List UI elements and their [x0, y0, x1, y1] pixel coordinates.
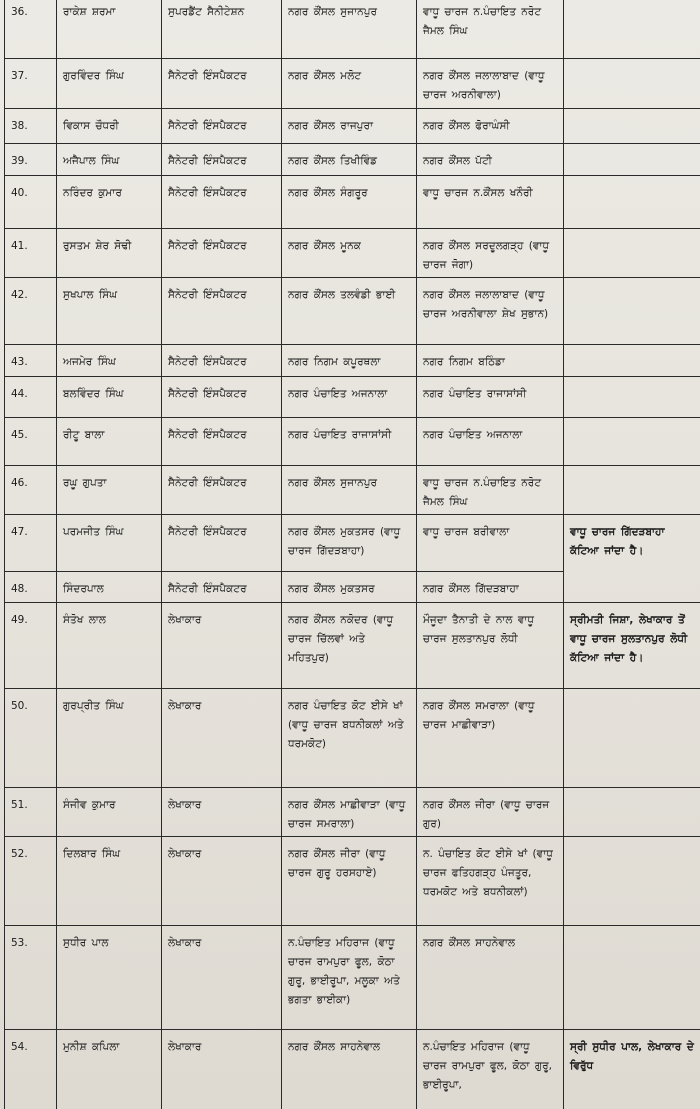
table-row [5, 0, 700, 59]
remarks: ਵਾਧੂ ਚਾਰਜ ਗਿੱਦੜਬਾਹਾ ਕੱਟਿਆ ਜਾਂਦਾ ਹੈ। [564, 515, 700, 603]
employee-name: ਸੁਧੀਰ ਪਾਲ [57, 926, 162, 1030]
serial-number: 48. [5, 572, 57, 603]
serial-number: 38. [5, 109, 57, 144]
remarks [564, 176, 700, 229]
new-posting: ਵਾਧੂ ਚਾਰਜ ਨ.ਪੰਚਾਇਤ ਨਰੋਟ ਜੈਮਲ ਸਿੰਘ [417, 0, 564, 59]
designation: ਲੇਖਾਕਾਰ [162, 926, 282, 1030]
designation: ਲੇਖਾਕਾਰ [162, 603, 282, 689]
designation: ਸੈਨੇਟਰੀ ਇੰਸਪੈਕਟਰ [162, 515, 282, 572]
serial-number: 49. [5, 603, 57, 689]
remarks [564, 788, 700, 837]
employee-name: ਸੰਜੀਵ ਕੁਮਾਰ [57, 788, 162, 837]
current-posting: ਨਗਰ ਕੌਂਸਲ ਸਾਹਨੇਵਾਲ [282, 1030, 417, 1109]
table-row [5, 59, 700, 109]
current-posting: ਨਗਰ ਕੌਂਸਲ ਮੁਕਤਸਰ (ਵਾਧੂ ਚਾਰਜ ਗਿੱਦੜਬਾਹਾ) [282, 515, 417, 572]
remarks [564, 109, 700, 144]
current-posting: ਨਗਰ ਪੰਚਾਇਤ ਰਾਜਾਸਾਂਸੀ [282, 418, 417, 466]
table-row [5, 176, 700, 229]
current-posting: ਨਗਰ ਨਿਗਮ ਕਪੂਰਥਲਾ [282, 345, 417, 377]
current-posting: ਨਗਰ ਕੌਂਸਲ ਮਲੋਟ [282, 59, 417, 109]
employee-name: ਸੰਤੋਖ ਲਾਲ [57, 603, 162, 689]
designation: ਲੇਖਾਕਾਰ [162, 837, 282, 926]
designation: ਸੈਨੇਟਰੀ ਇੰਸਪੈਕਟਰ [162, 377, 282, 418]
designation: ਸੈਨੇਟਰੀ ਇੰਸਪੈਕਟਰ [162, 466, 282, 515]
employee-name: ਮੁਨੀਸ਼ ਕਪਿਲਾ [57, 1030, 162, 1109]
remarks [564, 345, 700, 377]
employee-name: ਰਾਕੇਸ਼ ਸ਼ਰਮਾ [57, 0, 162, 59]
current-posting: ਨਗਰ ਕੌਂਸਲ ਤਲਵੰਡੀ ਭਾਈ [282, 278, 417, 345]
current-posting: ਨਗਰ ਕੌਂਸਲ ਮਾਛੀਵਾੜਾ (ਵਾਧੂ ਚਾਰਜ ਸਮਰਾਲਾ) [282, 788, 417, 837]
current-posting: ਨਗਰ ਕੌਂਸਲ ਸੰਗਰੂਰ [282, 176, 417, 229]
current-posting: ਨਗਰ ਪੰਚਾਇਤ ਅਜਨਾਲਾ [282, 377, 417, 418]
serial-number: 43. [5, 345, 57, 377]
new-posting: ਨਗਰ ਕੌਂਸਲ ਸਮਰਾਲਾ (ਵਾਧੂ ਚਾਰਜ ਮਾਛੀਵਾੜਾ) [417, 689, 564, 788]
new-posting: ਨਗਰ ਕੌਂਸਲ ਗਿੱਦੜਬਾਹਾ [417, 572, 564, 603]
remarks [564, 0, 700, 59]
table-row [5, 345, 700, 377]
new-posting: ਨਗਰ ਪੰਚਾਇਤ ਅਜਨਾਲਾ [417, 418, 564, 466]
serial-number: 50. [5, 689, 57, 788]
table-row [5, 109, 700, 144]
table-row [5, 689, 700, 788]
designation: ਸੈਨੇਟਰੀ ਇੰਸਪੈਕਟਰ [162, 144, 282, 176]
new-posting: ਵਾਧੂ ਚਾਰਜ ਨ.ਕੌਂਸਲ ਖਨੌਰੀ [417, 176, 564, 229]
remarks [564, 229, 700, 278]
current-posting: ਨਗਰ ਕੌਂਸਲ ਰਾਜਪੁਰਾ [282, 109, 417, 144]
table-row [5, 1030, 700, 1109]
current-posting: ਨਗਰ ਕੌਂਸਲ ਸੁਜਾਨਪੁਰ [282, 0, 417, 59]
serial-number: 46. [5, 466, 57, 515]
designation: ਸੁਪਰਡੈਂਟ ਸੈਨੀਟੇਸ਼ਨ [162, 0, 282, 59]
new-posting: ਨ. ਪੰਚਾਇਤ ਕੋਟ ਈਸੇ ਖਾਂ (ਵਾਧੂ ਚਾਰਜ ਫਤਿਹਗੜ੍ਹ ਪੰਜਤੂਰ, ਧਰਮਕੋਟ ਅਤੇ ਬਧਨੀਕਲਾਂ) [417, 837, 564, 926]
new-posting: ਨਗਰ ਕੌਂਸਲ ਜਲਾਲਾਬਾਦ (ਵਾਧੂ ਚਾਰਜ ਅਰਨੀਵਾਲਾ) [417, 59, 564, 109]
employee-name: ਰੁਸਤਮ ਸ਼ੇਰ ਸੋਢੀ [57, 229, 162, 278]
designation: ਲੇਖਾਕਾਰ [162, 788, 282, 837]
table-row [5, 603, 700, 689]
table-row [5, 788, 700, 837]
new-posting: ਨਗਰ ਕੌਂਸਲ ਜੀਰਾ (ਵਾਧੂ ਚਾਰਜ ਗੁਰ) [417, 788, 564, 837]
table-row [5, 278, 700, 345]
designation: ਸੈਨੇਟਰੀ ਇੰਸਪੈਕਟਰ [162, 418, 282, 466]
current-posting: ਨ.ਪੰਚਾਇਤ ਮਹਿਰਾਜ (ਵਾਧੂ ਚਾਰਜ ਰਾਮਪੁਰਾ ਫੂਲ, ਕੋਠਾ ਗੁਰੂ, ਭਾਈਰੂਪਾ, ਮਲੂਕਾ ਅਤੇ ਭਗਤਾ ਭਾਈਕਾ) [282, 926, 417, 1030]
current-posting: ਨਗਰ ਕੌਂਸਲ ਜੀਰਾ (ਵਾਧੂ ਚਾਰਜ ਗੁਰੂ ਹਰਸਹਾਏ) [282, 837, 417, 926]
serial-number: 40. [5, 176, 57, 229]
remarks [564, 59, 700, 109]
employee-name: ਦਿਲਬਾਰ ਸਿੰਘ [57, 837, 162, 926]
employee-name: ਨਰਿੰਦਰ ਕੁਮਾਰ [57, 176, 162, 229]
serial-number: 41. [5, 229, 57, 278]
serial-number: 52. [5, 837, 57, 926]
designation: ਲੇਖਾਕਾਰ [162, 1030, 282, 1109]
serial-number: 42. [5, 278, 57, 345]
serial-number: 51. [5, 788, 57, 837]
table-row [5, 418, 700, 466]
employee-name: ਸਿੰਦਰਪਾਲ [57, 572, 162, 603]
employee-name: ਗੁਰਵਿੰਦਰ ਸਿੰਘ [57, 59, 162, 109]
remarks [564, 689, 700, 788]
new-posting: ਨਗਰ ਕੌਂਸਲ ਸਾਹਨੇਵਾਲ [417, 926, 564, 1030]
remarks [564, 144, 700, 176]
designation: ਸੈਨੇਟਰੀ ਇੰਸਪੈਕਟਰ [162, 278, 282, 345]
new-posting: ਮੌਜੂਦਾ ਤੈਨਾਤੀ ਦੇ ਨਾਲ ਵਾਧੂ ਚਾਰਜ ਸੁਲਤਾਨਪੁਰ ਲੋਧੀ [417, 603, 564, 689]
serial-number: 39. [5, 144, 57, 176]
remarks [564, 278, 700, 345]
remarks: ਸ੍ਰੀਮਤੀ ਜਿਸ਼ਾ, ਲੇਖਾਕਾਰ ਤੋਂ ਵਾਧੂ ਚਾਰਜ ਸੁਲਤਾਨਪੁਰ ਲੋਧੀ ਕੱਟਿਆ ਜਾਂਦਾ ਹੈ। [564, 603, 700, 689]
current-posting: ਨਗਰ ਕੌਂਸਲ ਮੁਕਤਸਰ [282, 572, 417, 603]
table-row [5, 837, 700, 926]
remarks [564, 466, 700, 515]
table-row [5, 144, 700, 176]
designation: ਸੈਨੇਟਰੀ ਇੰਸਪੈਕਟਰ [162, 109, 282, 144]
serial-number: 37. [5, 59, 57, 109]
serial-number: 45. [5, 418, 57, 466]
new-posting: ਵਾਧੂ ਚਾਰਜ ਬਰੀਵਾਲਾ [417, 515, 564, 572]
employee-name: ਅਜੈਪਾਲ ਸਿੰਘ [57, 144, 162, 176]
table-row [5, 377, 700, 418]
remarks [564, 926, 700, 1030]
serial-number: 47. [5, 515, 57, 572]
new-posting: ਨਗਰ ਕੌਂਸਲ ਜਲਾਲਾਬਾਦ (ਵਾਧੂ ਚਾਰਜ ਅਰਨੀਵਾਲਾ ਸ਼ੇਖ ਸੁਭਾਨ) [417, 278, 564, 345]
employee-name: ਰੀਟੂ ਬਾਲਾ [57, 418, 162, 466]
serial-number: 36. [5, 0, 57, 59]
table-row [5, 515, 700, 572]
table-row [5, 229, 700, 278]
employee-name: ਗੁਰਪ੍ਰੀਤ ਸਿੰਘ [57, 689, 162, 788]
new-posting: ਨ.ਪੰਚਾਇਤ ਮਹਿਰਾਜ (ਵਾਧੂ ਚਾਰਜ ਰਾਮਪੁਰਾ ਫੂਲ, ਕੋਠਾ ਗੁਰੂ, ਭਾਈਰੂਪਾ, [417, 1030, 564, 1109]
designation: ਸੈਨੇਟਰੀ ਇੰਸਪੈਕਟਰ [162, 59, 282, 109]
serial-number: 44. [5, 377, 57, 418]
designation: ਸੈਨੇਟਰੀ ਇੰਸਪੈਕਟਰ [162, 229, 282, 278]
new-posting: ਨਗਰ ਕੌਂਸਲ ਪੱਟੀ [417, 144, 564, 176]
employee-name: ਬਲਵਿੰਦਰ ਸਿੰਘ [57, 377, 162, 418]
employee-name: ਪਰਮਜੀਤ ਸਿੰਘ [57, 515, 162, 572]
employee-name: ਅਜਮੇਰ ਸਿੰਘ [57, 345, 162, 377]
new-posting: ਨਗਰ ਪੰਚਾਇਤ ਰਾਜਾਸਾਂਸੀ [417, 377, 564, 418]
new-posting: ਨਗਰ ਕੌਂਸਲ ਸਰਦੂਲਗੜ੍ਹ (ਵਾਧੂ ਚਾਰਜ ਜੋਗਾ) [417, 229, 564, 278]
new-posting: ਨਗਰ ਕੌਂਸਲ ਫੋਰਾਘੰਸੀ [417, 109, 564, 144]
current-posting: ਨਗਰ ਕੌਂਸਲ ਨਕੋਦਰ (ਵਾਧੂ ਚਾਰਜ ਚਿੱਲਵਾਂ ਅਤੇ ਮਹਿਤਪੁਰ) [282, 603, 417, 689]
remarks [564, 377, 700, 418]
designation: ਸੈਨੇਟਰੀ ਇੰਸਪੈਕਟਰ [162, 345, 282, 377]
transfer-table [4, 0, 700, 1109]
serial-number: 53. [5, 926, 57, 1030]
serial-number: 54. [5, 1030, 57, 1109]
designation: ਸੈਨੇਟਰੀ ਇੰਸਪੈਕਟਰ [162, 176, 282, 229]
designation: ਲੇਖਾਕਾਰ [162, 689, 282, 788]
new-posting: ਵਾਧੂ ਚਾਰਜ ਨ.ਪੰਚਾਇਤ ਨਰੋਟ ਜੈਮਲ ਸਿੰਘ [417, 466, 564, 515]
remarks [564, 418, 700, 466]
remarks: ਸ੍ਰੀ ਸੁਧੀਰ ਪਾਲ, ਲੇਖਾਕਾਰ ਦੇ ਵਿਰੁੱਧ [564, 1030, 700, 1109]
employee-name: ਸੁਖਪਾਲ ਸਿੰਘ [57, 278, 162, 345]
current-posting: ਨਗਰ ਪੰਚਾਇਤ ਕੋਟ ਈਸੇ ਖਾਂ (ਵਾਧੂ ਚਾਰਜ ਬਧਨੀਕਲਾਂ ਅਤੇ ਧਰਮਕੋਟ) [282, 689, 417, 788]
current-posting: ਨਗਰ ਕੌਂਸਲ ਤਿਖੀਵਿੰਡ [282, 144, 417, 176]
new-posting: ਨਗਰ ਨਿਗਮ ਬਠਿੰਡਾ [417, 345, 564, 377]
current-posting: ਨਗਰ ਕੌਂਸਲ ਮੂਨਕ [282, 229, 417, 278]
remarks [564, 837, 700, 926]
employee-name: ਰਘੂ ਗੁਪਤਾ [57, 466, 162, 515]
table-row [5, 926, 700, 1030]
designation: ਸੈਨੇਟਰੀ ਇੰਸਪੈਕਟਰ [162, 572, 282, 603]
table-row [5, 466, 700, 515]
current-posting: ਨਗਰ ਕੌਂਸਲ ਸੁਜਾਨਪੁਰ [282, 466, 417, 515]
employee-name: ਵਿਕਾਸ ਚੌਧਰੀ [57, 109, 162, 144]
